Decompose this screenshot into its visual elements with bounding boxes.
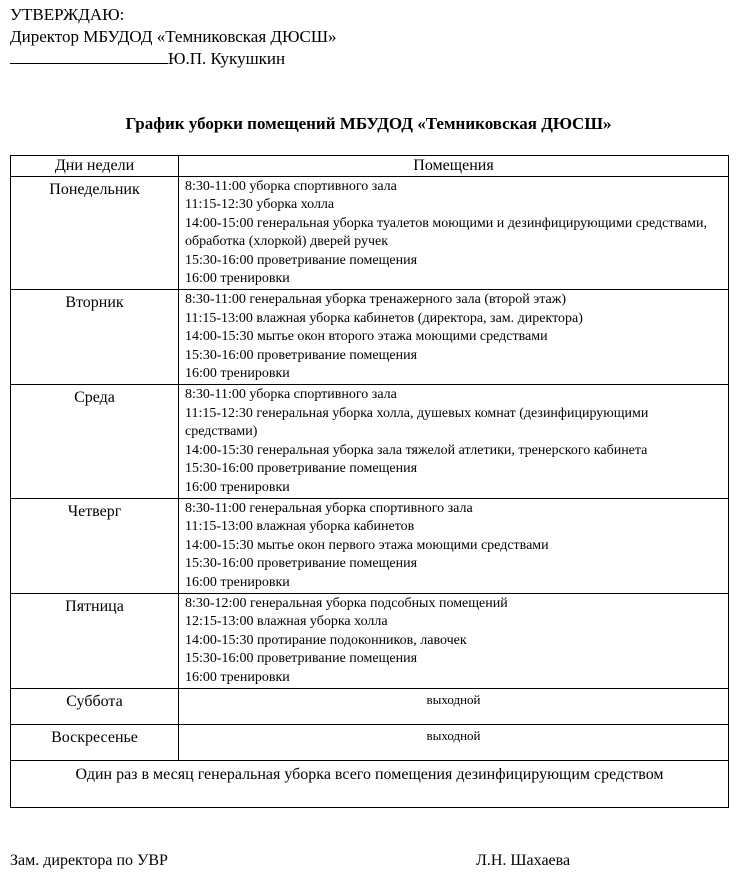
task-list bbox=[179, 177, 729, 290]
day-off-value: выходной bbox=[179, 688, 729, 724]
header-rooms: Помещения bbox=[179, 156, 729, 177]
task-item: 11:15-12:30 генеральная уборка холла, душевых комнат (дезинфицирующими средствами) bbox=[185, 405, 649, 440]
task-item: 14:00-15:30 генеральная уборка зала тяжелой атлетики, тренерского кабинета bbox=[185, 442, 648, 458]
task-item: 15:30-16:00 проветривание помещения bbox=[185, 461, 418, 477]
task-item: 11:15-13:00 влажная уборка кабинетов (директора, зам. директора) bbox=[185, 310, 583, 326]
day-name: Воскресенье bbox=[11, 724, 179, 760]
day-name: Вторник bbox=[11, 290, 179, 385]
task-item: 8:30-11:00 уборка спортивного зала bbox=[185, 179, 397, 194]
task-list bbox=[179, 385, 729, 498]
task-item: 15:30-16:00 проветривание помещения bbox=[185, 556, 418, 572]
task-list bbox=[179, 498, 729, 593]
approval-signer: Ю.П. Кукушкин bbox=[168, 49, 286, 68]
day-name: Пятница bbox=[11, 593, 179, 688]
task-item: 8:30-11:00 генеральная уборка тренажерного зала (второй этаж) bbox=[185, 292, 567, 308]
task-item: 11:15-13:00 влажная уборка кабинетов bbox=[185, 519, 415, 535]
table-row bbox=[11, 593, 729, 688]
task-item: 16:00 тренировки bbox=[185, 271, 290, 287]
task-item: 15:30-16:00 проветривание помещения bbox=[185, 347, 418, 363]
table-row bbox=[11, 385, 729, 498]
table-row bbox=[11, 290, 729, 385]
day-name: Среда bbox=[11, 385, 179, 498]
note-row bbox=[11, 760, 729, 807]
day-name: Четверг bbox=[11, 498, 179, 593]
monthly-note: Один раз в месяц генеральная уборка всего помещения дезинфицирующим средством bbox=[11, 760, 729, 807]
task-item: 8:30-12:00 генеральная уборка подсобных помещений bbox=[185, 595, 508, 611]
approval-signature bbox=[10, 48, 336, 70]
signature-line bbox=[10, 48, 168, 64]
task-item: 14:00-15:30 протирание подоконников, лавочек bbox=[185, 632, 467, 648]
day-name: Суббота bbox=[11, 688, 179, 724]
task-item: 16:00 тренировки bbox=[185, 669, 290, 685]
table-header-row bbox=[11, 156, 729, 177]
task-item: 12:15-13:00 влажная уборка холла bbox=[185, 614, 388, 630]
task-item: 16:00 тренировки bbox=[185, 479, 290, 495]
task-item: 14:00-15:30 мытье окон второго этажа моющими средствами bbox=[185, 329, 548, 345]
table-row bbox=[11, 688, 729, 724]
day-name: Понедельник bbox=[11, 177, 179, 290]
table-row bbox=[11, 724, 729, 760]
task-item: 15:30-16:00 проветривание помещения bbox=[185, 252, 418, 268]
day-off-value: выходной bbox=[179, 724, 729, 760]
document-title: График уборки помещений МБУДОД «Темниковская ДЮСШ» bbox=[125, 114, 612, 133]
task-item: 15:30-16:00 проветривание помещения bbox=[185, 651, 418, 667]
task-item: 16:00 тренировки bbox=[185, 574, 290, 590]
approval-block bbox=[10, 4, 336, 70]
approval-director: Директор МБУДОД «Темниковская ДЮСШ» bbox=[10, 27, 337, 46]
table-body bbox=[11, 177, 729, 808]
task-item: 11:15-12:30 уборка холла bbox=[185, 197, 335, 213]
table-row bbox=[11, 177, 729, 290]
task-list bbox=[179, 593, 729, 688]
task-list bbox=[179, 290, 729, 385]
header-days: Дни недели bbox=[11, 156, 179, 177]
task-item: 14:00-15:30 мытье окон первого этажа моющими средствами bbox=[185, 537, 549, 553]
task-item: 14:00-15:00 генеральная уборка туалетов моющими и дезинфицирующими средствами, обработка (хлоркой) дверей ручек bbox=[185, 215, 707, 250]
approval-heading: УТВЕРЖДАЮ: bbox=[10, 5, 125, 24]
schedule-table bbox=[10, 155, 729, 808]
task-item: 8:30-11:00 генеральная уборка спортивного зала bbox=[185, 500, 473, 516]
task-item: 16:00 тренировки bbox=[185, 366, 290, 382]
table-row bbox=[11, 498, 729, 593]
footer-position: Зам. директора по УВР bbox=[10, 852, 168, 869]
task-item: 8:30-11:00 уборка спортивного зала bbox=[185, 387, 397, 403]
footer-name: Л.Н. Шахаева bbox=[476, 852, 571, 869]
